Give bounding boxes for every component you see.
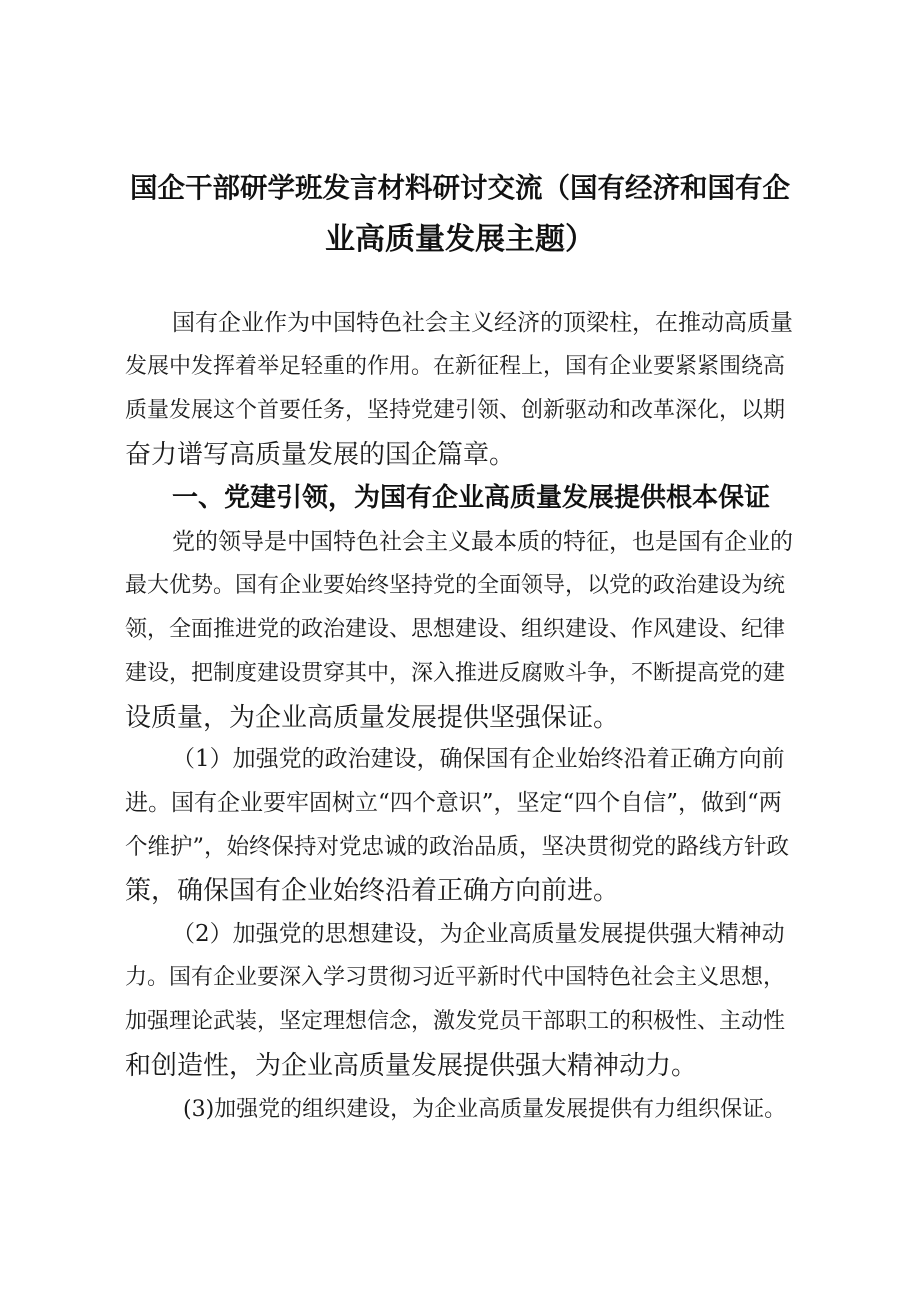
paragraph-line: 和创造性，为企业高质量发展提供强大精神动力。 xyxy=(125,1051,698,1081)
paragraph-line: （2）加强党的思想建设，为企业高质量发展提供强大精神动 xyxy=(172,921,785,947)
paragraph-line: 策，确保国有企业始终沿着正确方向前进。 xyxy=(125,876,620,906)
paragraph-line: 党的领导是中国特色社会主义最本质的特征，也是国有企业的 xyxy=(172,529,793,555)
paragraph-line: 质量发展这个首要任务，坚持党建引领、创新驱动和改革深化，以期 xyxy=(125,398,786,423)
paragraph-line: 领，全面推进党的政治建设、思想建设、组织建设、作风建设、纪律 xyxy=(125,617,786,642)
paragraph-line: （1）加强党的政治建设，确保国有企业始终沿着正确方向前 xyxy=(172,746,785,772)
document-title-line-2: 业高质量发展主题） xyxy=(325,222,595,257)
paragraph-line: 最大优势。国有企业要始终坚持党的全面领导，以党的政治建设为统 xyxy=(125,573,786,598)
paragraph-line: 设质量，为企业高质量发展提供坚强保证。 xyxy=(125,703,620,733)
paragraph-line: 发展中发挥着举足轻重的作用。在新征程上，国有企业要紧紧围绕高 xyxy=(125,354,786,379)
paragraph-line: 建设，把制度建设贯穿其中，深入推进反腐败斗争，不断提高党的建 xyxy=(125,661,786,686)
document-title-line-1: 国企干部研学班发言材料研讨交流（国有经济和国有企 xyxy=(130,172,790,204)
paragraph-line: 进。国有企业要牢固树立“四个意识”，坚定“四个自信”，做到“两 xyxy=(125,790,782,816)
paragraph-line: 个维护”，始终保持对党忠诚的政治品质，坚决贯彻党的路线方针政 xyxy=(125,834,790,860)
paragraph-line: 加强理论武装，坚定理想信念，激发党员干部职工的积极性、主动性 xyxy=(125,1009,786,1034)
paragraph-line: (3)加强党的组织建设，为企业高质量发展提供有力组织保证。 xyxy=(183,1097,787,1122)
section-heading-1: 一、党建引领，为国有企业高质量发展提供根本保证 xyxy=(172,483,771,513)
paragraph-line: 力。国有企业要深入学习贯彻习近平新时代中国特色社会主义思想， xyxy=(125,965,786,990)
paragraph-line: 国有企业作为中国特色社会主义经济的顶梁柱，在推动高质量 xyxy=(172,310,793,336)
paragraph-line: 奋力谱写高质量发展的国企篇章。 xyxy=(125,440,516,470)
